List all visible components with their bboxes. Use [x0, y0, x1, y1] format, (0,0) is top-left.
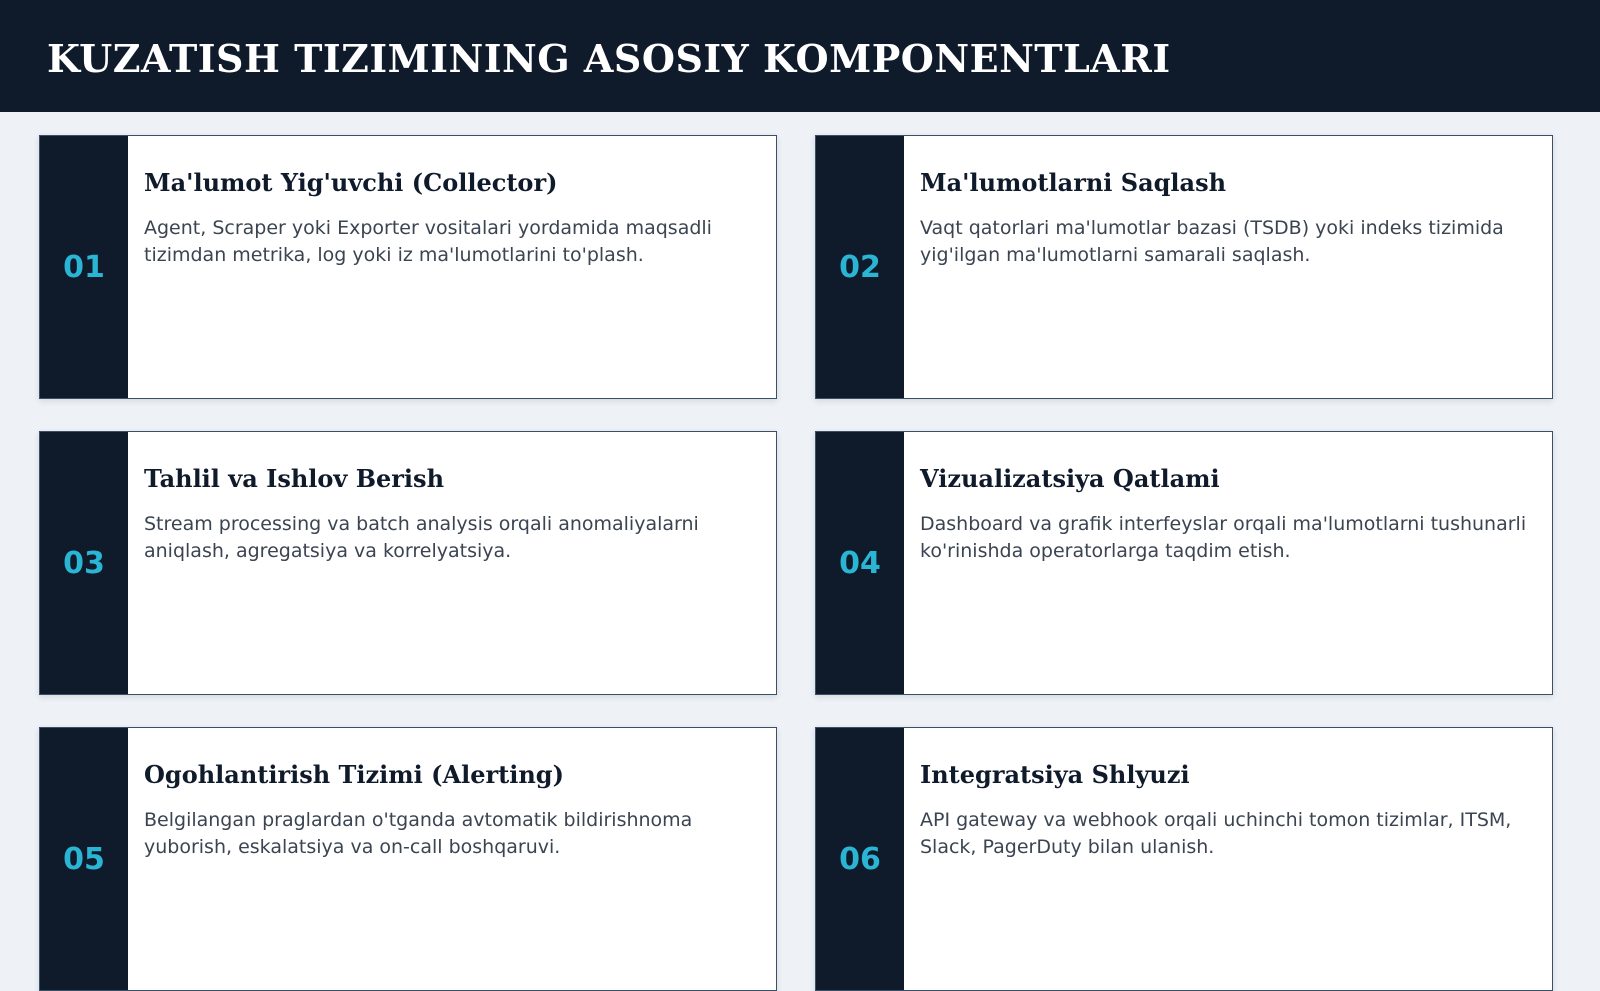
card-title: Vizualizatsiya Qatlami: [920, 464, 1220, 493]
component-grid: [39, 135, 1553, 991]
card-body: [128, 728, 776, 990]
card-body: [904, 136, 1552, 398]
card-number: 05: [40, 728, 128, 990]
component-card-06: [815, 727, 1553, 991]
card-number: 01: [40, 136, 128, 398]
card-body: [904, 432, 1552, 694]
component-card-01: [39, 135, 777, 399]
card-body: [128, 432, 776, 694]
card-body: [904, 728, 1552, 990]
card-description: API gateway va webhook orqali uchinchi tomon tizimlar, ITSM, Slack, PagerDuty bilan ulanish.: [920, 809, 1512, 858]
card-description: Dashboard va grafik interfeyslar orqali ma'lumotlarni tushunarli ko'rinishda operatorlarga taqdim etish.: [920, 513, 1527, 562]
slide-header: [0, 0, 1600, 112]
card-title: Tahlil va Ishlov Berish: [144, 464, 445, 493]
card-number: 03: [40, 432, 128, 694]
component-card-04: [815, 431, 1553, 695]
slide-title: KUZATISH TIZIMINING ASOSIY KOMPONENTLARI: [47, 35, 1171, 81]
component-card-02: [815, 135, 1553, 399]
card-body: [128, 136, 776, 398]
card-title: Integratsiya Shlyuzi: [920, 760, 1190, 789]
component-card-05: [39, 727, 777, 991]
card-number: 04: [816, 432, 904, 694]
card-title: Ma'lumot Yig'uvchi (Collector): [144, 168, 558, 197]
card-description: Vaqt qatorlari ma'lumotlar bazasi (TSDB) yoki indeks tizimida yig'ilgan ma'lumotlarni samarali saqlash.: [920, 217, 1504, 266]
card-number: 02: [816, 136, 904, 398]
card-description: Stream processing va batch analysis orqali anomaliyalarni aniqlash, agregatsiya va korrelyatsiya.: [144, 513, 699, 562]
card-description: Agent, Scraper yoki Exporter vositalari yordamida maqsadli tizimdan metrika, log yoki iz ma'lumotlarini to'plash.: [144, 217, 712, 266]
card-title: Ogohlantirish Tizimi (Alerting): [144, 760, 564, 789]
component-card-03: [39, 431, 777, 695]
card-title: Ma'lumotlarni Saqlash: [920, 168, 1227, 197]
card-description: Belgilangan praglardan o'tganda avtomatik bildirishnoma yuborish, eskalatsiya va on-call boshqaruvi.: [144, 809, 693, 858]
card-number: 06: [816, 728, 904, 990]
